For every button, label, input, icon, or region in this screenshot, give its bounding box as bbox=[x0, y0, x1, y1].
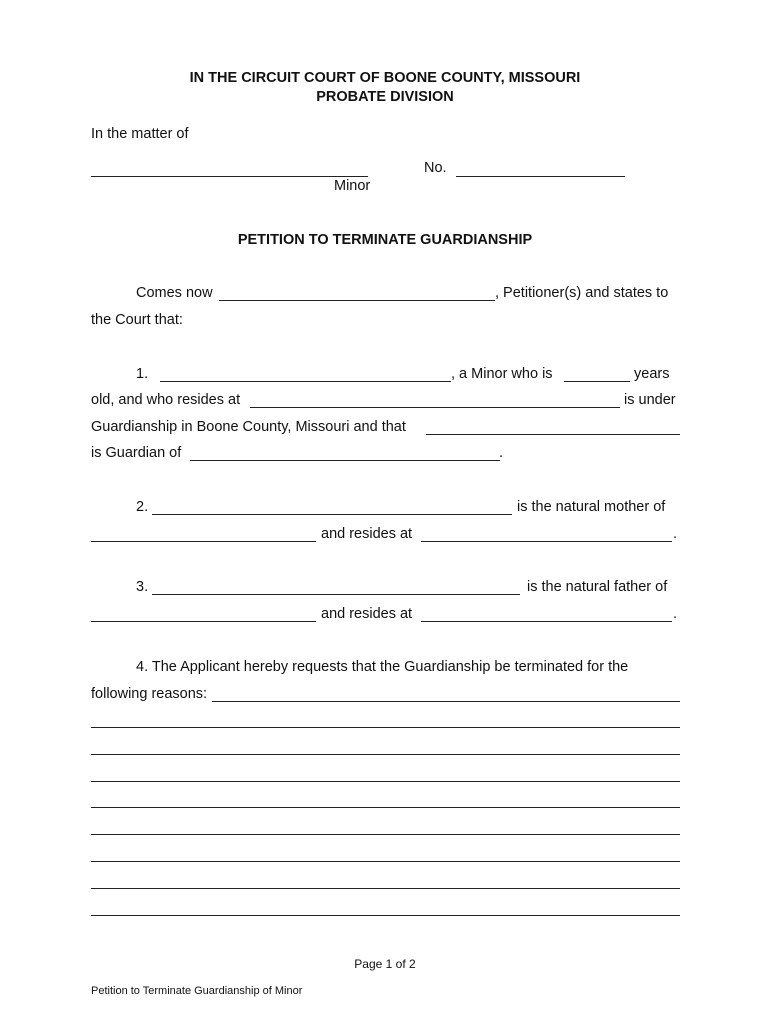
guardian-name-field[interactable] bbox=[426, 434, 680, 435]
para1-guardianship-text: Guardianship in Boone County, Missouri and that bbox=[91, 419, 406, 435]
footer-form-name: Petition to Terminate Guardianship of Minor bbox=[91, 985, 303, 997]
minor-address-field[interactable] bbox=[250, 407, 620, 408]
case-number-field[interactable] bbox=[456, 176, 625, 177]
division-heading: PROBATE DIVISION bbox=[316, 89, 454, 105]
para2-mother-text: is the natural mother of bbox=[517, 499, 666, 515]
para4-reasons-label: following reasons: bbox=[91, 686, 208, 702]
para1-under-text: is under bbox=[624, 392, 676, 408]
minor-age-field[interactable] bbox=[564, 381, 630, 382]
reasons-field-line[interactable] bbox=[91, 754, 680, 755]
case-number-label: No. bbox=[424, 160, 447, 176]
petition-title: PETITION TO TERMINATE GUARDIANSHIP bbox=[237, 232, 533, 248]
father-child-field[interactable] bbox=[91, 621, 316, 622]
para3-number: 3. bbox=[136, 579, 149, 595]
para1-minor-name-field[interactable] bbox=[160, 381, 451, 382]
para2-number: 2. bbox=[136, 499, 149, 515]
para3-resides-text: and resides at bbox=[321, 606, 413, 622]
para3-father-text: is the natural father of bbox=[527, 579, 668, 595]
para1-minor-text: , a Minor who is bbox=[451, 366, 553, 382]
father-address-field[interactable] bbox=[421, 621, 672, 622]
para1-years-text: years bbox=[634, 366, 670, 382]
guardian-of-field[interactable] bbox=[190, 460, 500, 461]
para1-number: 1. bbox=[136, 366, 149, 382]
para4-text: 4. The Applicant hereby requests that the Guardianship be terminated for the bbox=[136, 659, 629, 675]
para2-period: . bbox=[673, 526, 678, 542]
mother-name-field[interactable] bbox=[152, 514, 512, 515]
reasons-field-line[interactable] bbox=[212, 701, 680, 702]
minor-name-field[interactable] bbox=[91, 176, 368, 177]
para3-period: . bbox=[673, 606, 678, 622]
court-that-text: the Court that: bbox=[91, 312, 183, 328]
para1-period: . bbox=[499, 445, 504, 461]
reasons-field-line[interactable] bbox=[91, 727, 680, 728]
reasons-field-line[interactable] bbox=[91, 915, 680, 916]
reasons-field-line[interactable] bbox=[91, 781, 680, 782]
petitioner-text: , Petitioner(s) and states to bbox=[495, 285, 669, 301]
minor-label: Minor bbox=[334, 178, 371, 194]
mother-child-field[interactable] bbox=[91, 541, 316, 542]
reasons-field-line[interactable] bbox=[91, 807, 680, 808]
reasons-field-line[interactable] bbox=[91, 861, 680, 862]
page-number: Page 1 of 2 bbox=[354, 957, 416, 971]
para1-guardian-of-text: is Guardian of bbox=[91, 445, 182, 461]
comes-now-text: Comes now bbox=[136, 285, 213, 301]
petitioner-name-field[interactable] bbox=[219, 300, 495, 301]
para1-resides-text: old, and who resides at bbox=[91, 392, 241, 408]
court-heading: IN THE CIRCUIT COURT OF BOONE COUNTY, MISSOURI bbox=[189, 70, 581, 86]
reasons-field-line[interactable] bbox=[91, 888, 680, 889]
father-name-field[interactable] bbox=[152, 594, 520, 595]
in-matter-of-label: In the matter of bbox=[91, 126, 189, 142]
para2-resides-text: and resides at bbox=[321, 526, 413, 542]
mother-address-field[interactable] bbox=[421, 541, 672, 542]
reasons-field-line[interactable] bbox=[91, 834, 680, 835]
